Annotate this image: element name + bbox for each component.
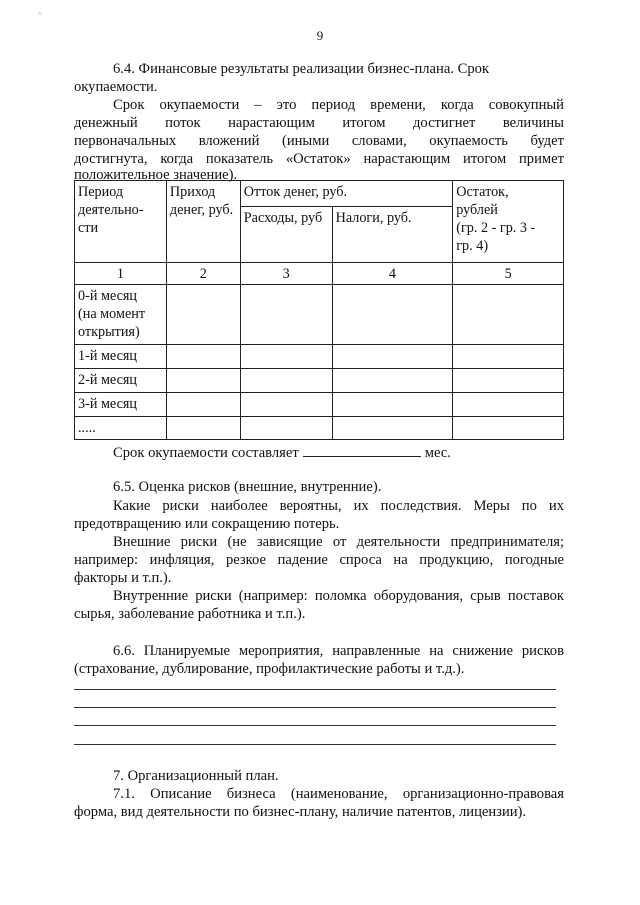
corner-mark: ^ <box>38 10 42 19</box>
section-6-4-title: 6.4. Финансовые результаты реализации бизнес-плана. Срок <box>113 61 490 77</box>
risks-paragraph: Какие риски наиболее вероятны, их последствия. Меры по их <box>113 498 564 514</box>
blank-line <box>74 744 556 745</box>
risks-paragraph-line2: предотвращению или сокращению потерь. <box>74 516 340 532</box>
table-row <box>75 417 564 440</box>
col-number: 5 <box>453 263 564 285</box>
header-period: Период деятельно- сти <box>75 181 167 263</box>
table-row <box>75 369 564 393</box>
payback-definition-line4: достигнута, когда показатель «Остаток» нарастающим итогом примет <box>74 151 564 167</box>
external-risks-line2: например: инфляция, резкое падение спроса на продукцию, погодные <box>74 552 564 568</box>
section-7-1-text: 7.1. Описание бизнеса (наименование, организационно-правовая <box>113 786 564 802</box>
column-number-row <box>75 263 564 285</box>
blank-line <box>74 689 556 690</box>
table-cell <box>453 393 564 417</box>
table-cell <box>166 285 240 345</box>
table-cell <box>240 369 332 393</box>
table-cell <box>453 417 564 440</box>
table-cell <box>453 285 564 345</box>
table-cell <box>332 369 453 393</box>
payback-blank-field[interactable] <box>303 443 421 457</box>
section-6-6-title: 6.6. Планируемые мероприятия, направленные на снижение рисков <box>113 643 564 659</box>
header-expenses: Расходы, руб <box>240 207 332 263</box>
table-row <box>75 393 564 417</box>
page-number: 9 <box>316 28 324 43</box>
internal-risks-line2: сырья, заболевание работника и т.п.). <box>74 606 306 622</box>
col-number: 1 <box>75 263 167 285</box>
row-label: 2-й месяц <box>75 369 167 393</box>
table-cell <box>240 285 332 345</box>
financial-results-table <box>74 180 564 440</box>
row-label: 1-й месяц <box>75 345 167 369</box>
header-outflow: Отток денег, руб. <box>240 181 452 207</box>
external-risks-paragraph: Внешние риски (не зависящие от деятельности предпринимателя; <box>113 534 564 550</box>
table-cell <box>166 417 240 440</box>
internal-risks-paragraph: Внутренние риски (например: поломка оборудования, срыв поставок <box>113 588 564 604</box>
blank-line <box>74 707 556 708</box>
external-risks-line3: факторы и т.п.). <box>74 570 172 586</box>
table-cell <box>332 393 453 417</box>
section-6-5-title: 6.5. Оценка рисков (внешние, внутренние). <box>113 479 382 495</box>
section-6-4-title-cont: окупаемости. <box>74 79 158 95</box>
table-cell <box>332 417 453 440</box>
row-label: 3-й месяц <box>75 393 167 417</box>
payback-definition: Срок окупаемости – это период времени, когда совокупный <box>113 97 564 113</box>
table-row <box>75 285 564 345</box>
row-label: ..... <box>75 417 167 440</box>
col-number: 2 <box>166 263 240 285</box>
table-cell <box>240 417 332 440</box>
table-cell <box>166 393 240 417</box>
table-row <box>75 345 564 369</box>
col-number: 4 <box>332 263 453 285</box>
row-label: 0-й месяц (на момент открытия) <box>75 285 167 345</box>
table-cell <box>453 369 564 393</box>
table-cell <box>453 345 564 369</box>
section-6-6-title-cont: (страхование, дублирование, профилактические работы и т.д.). <box>74 661 465 677</box>
payback-definition-line2: денежный поток нарастающим итогом достигнет величины <box>74 115 564 131</box>
section-7-title: 7. Организационный план. <box>113 768 279 784</box>
table-cell <box>332 285 453 345</box>
section-7-1-text-line2: форма, вид деятельности по бизнес-плану, наличие патентов, лицензии). <box>74 804 527 820</box>
table-cell <box>240 393 332 417</box>
header-balance: Остаток, рублей (гр. 2 - гр. 3 - гр. 4) <box>453 181 564 263</box>
table-cell <box>166 345 240 369</box>
table-cell <box>240 345 332 369</box>
table-cell <box>332 345 453 369</box>
table-cell <box>166 369 240 393</box>
payback-label: Срок окупаемости составляет <box>113 445 299 461</box>
payback-unit: мес. <box>424 445 451 461</box>
header-income: Приход денег, руб. <box>166 181 240 263</box>
payback-period-statement <box>113 443 564 462</box>
header-taxes: Налоги, руб. <box>332 207 453 263</box>
payback-definition-line3: первоначальных вложений (иными словами, окупаемость будет <box>74 133 564 149</box>
col-number: 3 <box>240 263 332 285</box>
payback-definition-line5: положительное значение). <box>74 167 238 183</box>
blank-line <box>74 725 556 726</box>
